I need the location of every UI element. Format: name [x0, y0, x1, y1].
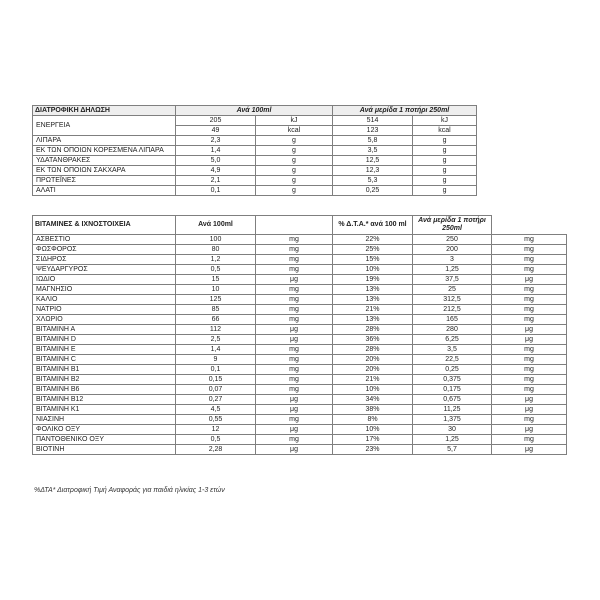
dta-percent: 23% [333, 445, 413, 455]
value-per-serving: 22,5 [413, 355, 492, 365]
unit-serving: mg [492, 375, 567, 385]
dta-percent: 38% [333, 405, 413, 415]
unit-serving: g [413, 156, 477, 166]
unit-serving: g [413, 166, 477, 176]
table-row [33, 385, 567, 395]
per-serving-header: Ανά μερίδα 1 ποτήρι 250ml [333, 106, 477, 116]
nutrient-label: ΚΑΛΙΟ [33, 295, 176, 305]
energy-kcal-serving: 123 [333, 126, 413, 136]
value-per-100ml: 5,0 [176, 156, 256, 166]
value-per-serving: 0,375 [413, 375, 492, 385]
value-per-serving: 0,675 [413, 395, 492, 405]
nutrient-label: ΦΟΛΙΚΟ ΟΞΥ [33, 425, 176, 435]
table-row [33, 315, 567, 325]
vitamins-header-row [33, 216, 567, 235]
value-per-serving: 212,5 [413, 305, 492, 315]
value-per-serving: 250 [413, 235, 492, 245]
unit-serving: g [413, 136, 477, 146]
nutrient-label: ΕΚ ΤΩΝ ΟΠΟΙΩΝ ΣΑΚΧΑΡΑ [33, 166, 176, 176]
table-row [33, 156, 477, 166]
unit: mg [256, 265, 333, 275]
unit-serving: μg [492, 325, 567, 335]
value-per-100ml: 0,5 [176, 435, 256, 445]
value-per-serving: 6,25 [413, 335, 492, 345]
unit-serving: μg [492, 425, 567, 435]
unit: mg [256, 365, 333, 375]
value-per-100ml: 2,28 [176, 445, 256, 455]
value-per-serving: 5,8 [333, 136, 413, 146]
value-per-serving: 165 [413, 315, 492, 325]
value-per-serving: 30 [413, 425, 492, 435]
nutrient-label: ΒΙΤΑΜΙΝΗ Α [33, 325, 176, 335]
value-per-serving: 312,5 [413, 295, 492, 305]
table-row [33, 166, 477, 176]
per-100ml-header: Ανά 100ml [176, 106, 333, 116]
nutrient-label: ΠΡΩΤΕΪΝΕΣ [33, 176, 176, 186]
value-per-serving: 1,25 [413, 435, 492, 445]
unit-serving: μg [492, 335, 567, 345]
value-per-100ml: 0,55 [176, 415, 256, 425]
nutrient-label: ΧΛΩΡΙΟ [33, 315, 176, 325]
value-per-100ml: 1,4 [176, 345, 256, 355]
table-row [33, 186, 477, 196]
unit-serving: mg [492, 355, 567, 365]
table-row [33, 285, 567, 295]
unit-serving: mg [492, 385, 567, 395]
unit: g [256, 136, 333, 146]
unit-serving: g [413, 186, 477, 196]
dta-percent: 8% [333, 415, 413, 425]
unit: g [256, 176, 333, 186]
dta-percent: 21% [333, 305, 413, 315]
value-per-serving: 3,5 [333, 146, 413, 156]
nutrient-label: ΝΑΤΡΙΟ [33, 305, 176, 315]
value-per-serving: 0,25 [413, 365, 492, 375]
value-per-100ml: 10 [176, 285, 256, 295]
value-per-100ml: 100 [176, 235, 256, 245]
dta-percent: 20% [333, 355, 413, 365]
dta-percent: 10% [333, 265, 413, 275]
value-per-100ml: 1,4 [176, 146, 256, 156]
energy-kj-unit-serving: kJ [413, 116, 477, 126]
dta-percent: 36% [333, 335, 413, 345]
unit-serving: mg [492, 295, 567, 305]
unit-serving: μg [492, 395, 567, 405]
energy-row [33, 116, 477, 126]
nutrient-label: ΥΔΑΤΑΝΘΡΑΚΕΣ [33, 156, 176, 166]
unit: μg [256, 275, 333, 285]
dta-percent: 13% [333, 285, 413, 295]
value-per-serving: 280 [413, 325, 492, 335]
value-per-serving: 1,25 [413, 265, 492, 275]
nutrient-label: ΒΙΤΑΜΙΝΗ Β1 [33, 365, 176, 375]
value-per-100ml: 112 [176, 325, 256, 335]
value-per-100ml: 2,1 [176, 176, 256, 186]
footnote: %ΔΤΑ* Διατροφική Τιμή Αναφοράς για παιδιά ηλικίας 1-3 ετών [34, 487, 225, 494]
unit-serving: mg [492, 345, 567, 355]
table-row [33, 405, 567, 415]
value-per-100ml: 9 [176, 355, 256, 365]
unit: mg [256, 375, 333, 385]
value-per-serving: 3,5 [413, 345, 492, 355]
vitamins-table [32, 215, 567, 455]
table-row [33, 375, 567, 385]
energy-label: ΕΝΕΡΓΕΙΑ [33, 116, 176, 136]
table-row [33, 235, 567, 245]
value-per-100ml: 4,5 [176, 405, 256, 415]
unit: g [256, 146, 333, 156]
table-row [33, 445, 567, 455]
dta-percent: 22% [333, 235, 413, 245]
unit: mg [256, 245, 333, 255]
value-per-100ml: 15 [176, 275, 256, 285]
per-serving-header: Ανά μερίδα 1 ποτήρι 250ml [413, 216, 492, 235]
nutrient-label: ΣΙΔΗΡΟΣ [33, 255, 176, 265]
unit: mg [256, 415, 333, 425]
table-row [33, 136, 477, 146]
dta-percent: 28% [333, 345, 413, 355]
unit-serving: mg [492, 365, 567, 375]
dta-header: % Δ.Τ.Α.* ανά 100 ml [333, 216, 413, 235]
value-per-serving: 5,3 [333, 176, 413, 186]
value-per-serving: 200 [413, 245, 492, 255]
dta-percent: 28% [333, 325, 413, 335]
value-per-100ml: 85 [176, 305, 256, 315]
nutrient-label: ΒΙΤΑΜΙΝΗ D [33, 335, 176, 345]
value-per-serving: 12,5 [333, 156, 413, 166]
unit: g [256, 186, 333, 196]
unit: mg [256, 435, 333, 445]
value-per-serving: 5,7 [413, 445, 492, 455]
value-per-serving: 11,25 [413, 405, 492, 415]
value-per-100ml: 2,3 [176, 136, 256, 146]
value-per-100ml: 4,9 [176, 166, 256, 176]
value-per-serving: 37,5 [413, 275, 492, 285]
dta-percent: 13% [333, 315, 413, 325]
empty-header-cell [256, 216, 333, 235]
nutrient-label: ΝΙΑΣΙΝΗ [33, 415, 176, 425]
unit: mg [256, 355, 333, 365]
value-per-100ml: 0,15 [176, 375, 256, 385]
value-per-100ml: 1,2 [176, 255, 256, 265]
value-per-serving: 12,3 [333, 166, 413, 176]
dta-percent: 10% [333, 425, 413, 435]
unit: mg [256, 385, 333, 395]
dta-percent: 21% [333, 375, 413, 385]
unit-serving: μg [492, 405, 567, 415]
unit: g [256, 166, 333, 176]
nutrient-label: ΑΛΑΤΙ [33, 186, 176, 196]
unit: mg [256, 345, 333, 355]
unit: μg [256, 445, 333, 455]
dta-percent: 10% [333, 385, 413, 395]
unit-serving: mg [492, 235, 567, 245]
energy-kcal-unit: kcal [256, 126, 333, 136]
nutrient-label: ΒΙΤΑΜΙΝΗ Ε [33, 345, 176, 355]
table-row [33, 245, 567, 255]
unit: g [256, 156, 333, 166]
table-row [33, 265, 567, 275]
unit: μg [256, 425, 333, 435]
nutrient-label: ΕΚ ΤΩΝ ΟΠΟΙΩΝ ΚΟΡΕΣΜΕΝΑ ΛΙΠΑΡΑ [33, 146, 176, 156]
value-per-serving: 0,25 [333, 186, 413, 196]
dta-percent: 25% [333, 245, 413, 255]
unit: mg [256, 295, 333, 305]
table-row [33, 146, 477, 156]
nutrient-label: ΛΙΠΑΡΑ [33, 136, 176, 146]
unit-serving: μg [492, 275, 567, 285]
nutrition-header-row [33, 106, 477, 116]
energy-kj-serving: 514 [333, 116, 413, 126]
table-row [33, 305, 567, 315]
value-per-serving: 25 [413, 285, 492, 295]
dta-percent: 19% [333, 275, 413, 285]
energy-kj-100: 205 [176, 116, 256, 126]
value-per-100ml: 0,27 [176, 395, 256, 405]
nutrient-label: ΒΙΟΤΙΝΗ [33, 445, 176, 455]
unit: μg [256, 325, 333, 335]
unit: μg [256, 395, 333, 405]
nutrient-label: ΒΙΤΑΜΙΝΗ Β2 [33, 375, 176, 385]
nutrient-label: ΠΑΝΤΟΘΕΝΙΚΟ ΟΞΥ [33, 435, 176, 445]
unit: mg [256, 285, 333, 295]
value-per-100ml: 66 [176, 315, 256, 325]
per-100ml-header: Ανά 100ml [176, 216, 256, 235]
table-row [33, 176, 477, 186]
table-row [33, 425, 567, 435]
table-row [33, 275, 567, 285]
nutrient-label: ΨΕΥΔΑΡΓΥΡΟΣ [33, 265, 176, 275]
nutrient-label: ΜΑΓΝΗΣΙΟ [33, 285, 176, 295]
value-per-serving: 1,375 [413, 415, 492, 425]
nutrition-table [32, 105, 477, 196]
unit-serving: mg [492, 265, 567, 275]
unit-serving: mg [492, 305, 567, 315]
unit-serving: mg [492, 415, 567, 425]
unit: mg [256, 315, 333, 325]
value-per-100ml: 125 [176, 295, 256, 305]
unit: μg [256, 405, 333, 415]
value-per-serving: 0,175 [413, 385, 492, 395]
table-row [33, 345, 567, 355]
nutrient-label: ΒΙΤΑΜΙΝΗ Β12 [33, 395, 176, 405]
value-per-100ml: 0,1 [176, 365, 256, 375]
table-row [33, 355, 567, 365]
nutrient-label: ΑΣΒΕΣΤΙΟ [33, 235, 176, 245]
dta-percent: 13% [333, 295, 413, 305]
value-per-100ml: 0,1 [176, 186, 256, 196]
dta-percent: 17% [333, 435, 413, 445]
unit: μg [256, 335, 333, 345]
unit-serving: μg [492, 445, 567, 455]
empty-header-cell [492, 216, 567, 235]
table-row [33, 295, 567, 305]
unit-serving: g [413, 176, 477, 186]
table-row [33, 325, 567, 335]
table-row [33, 415, 567, 425]
dta-percent: 34% [333, 395, 413, 405]
nutrient-label: ΦΩΣΦΟΡΟΣ [33, 245, 176, 255]
energy-kj-unit: kJ [256, 116, 333, 126]
value-per-100ml: 0,5 [176, 265, 256, 275]
table-row [33, 395, 567, 405]
table-row [33, 335, 567, 345]
nutrient-label: ΒΙΤΑΜΙΝΗ Κ1 [33, 405, 176, 415]
dta-percent: 15% [333, 255, 413, 265]
energy-kcal-unit-serving: kcal [413, 126, 477, 136]
nutrient-label: ΙΩΔΙΟ [33, 275, 176, 285]
unit: mg [256, 255, 333, 265]
unit: mg [256, 235, 333, 245]
unit-serving: mg [492, 315, 567, 325]
nutrient-label: ΒΙΤΑΜΙΝΗ Β6 [33, 385, 176, 395]
unit: mg [256, 305, 333, 315]
value-per-serving: 3 [413, 255, 492, 265]
unit-serving: mg [492, 245, 567, 255]
value-per-100ml: 2,5 [176, 335, 256, 345]
value-per-100ml: 0,07 [176, 385, 256, 395]
table-row [33, 435, 567, 445]
value-per-100ml: 80 [176, 245, 256, 255]
energy-kcal-100: 49 [176, 126, 256, 136]
value-per-100ml: 12 [176, 425, 256, 435]
table-row [33, 365, 567, 375]
unit-serving: mg [492, 255, 567, 265]
nutrition-title: ΔΙΑΤΡΟΦΙΚΗ ΔΗΛΩΣΗ [33, 106, 176, 116]
table-row [33, 255, 567, 265]
unit-serving: mg [492, 285, 567, 295]
nutrient-label: ΒΙΤΑΜΙΝΗ C [33, 355, 176, 365]
unit-serving: mg [492, 435, 567, 445]
dta-percent: 20% [333, 365, 413, 375]
vitamins-title: ΒΙΤΑΜΙΝΕΣ & ΙΧΝΟΣΤΟΙΧΕΙΑ [33, 216, 176, 235]
unit-serving: g [413, 146, 477, 156]
